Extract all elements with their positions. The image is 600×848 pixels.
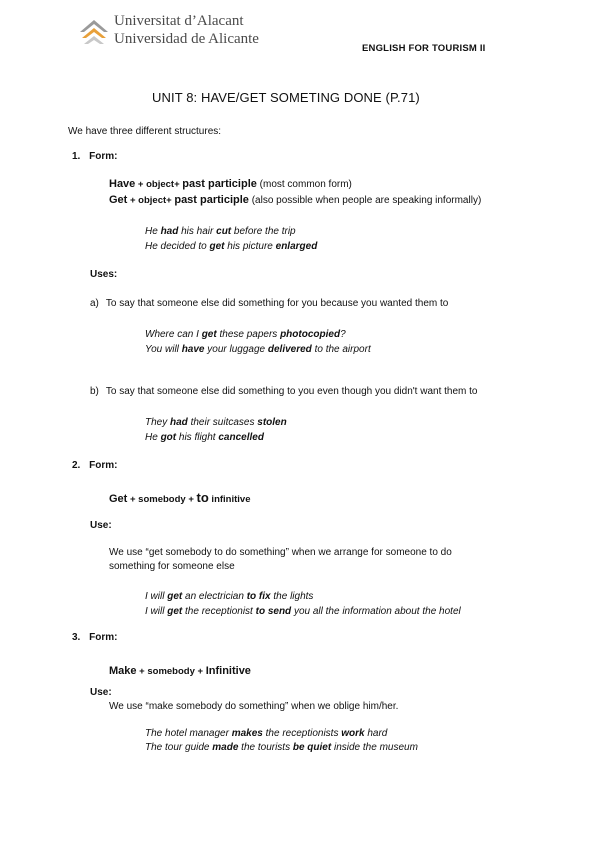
- university-logo: [78, 14, 258, 50]
- example-sentence: I will get the receptionist to send you all the information about the hotel: [145, 606, 461, 617]
- uses-label: Uses:: [90, 269, 118, 280]
- example-sentence: He got his flight cancelled: [145, 432, 264, 443]
- use-label: Use:: [90, 687, 112, 698]
- form-label: Form:: [89, 460, 118, 471]
- use-b: b) To say that someone else did something to you even though you didn't want them to: [90, 386, 478, 397]
- section-number: 1.: [72, 151, 81, 162]
- structure-get: Get + object+ past participle (also possible when people are speaking informally): [109, 194, 482, 206]
- example-sentence: They had their suitcases stolen: [145, 417, 287, 428]
- course-name: ENGLISH FOR TOURISM II: [362, 43, 486, 54]
- example-sentence: I will get an electrician to fix the lights: [145, 591, 314, 602]
- example-sentence: You will have your luggage delivered to the airport: [145, 344, 371, 355]
- example-sentence: Where can I get these papers photocopied?: [145, 329, 346, 340]
- university-logo-icon: [78, 16, 110, 46]
- form-label: Form:: [89, 151, 118, 162]
- example-sentence: He decided to get his picture enlarged: [145, 241, 318, 252]
- logo-line-2: Universidad de Alicante: [114, 31, 259, 47]
- use-label: Use:: [90, 520, 112, 531]
- form-label: Form:: [89, 632, 118, 643]
- structure-make-somebody: Make + somebody + Infinitive: [109, 665, 251, 677]
- page-title: UNIT 8: HAVE/GET SOMETING DONE (P.71): [152, 90, 420, 105]
- intro-text: We have three different structures:: [68, 126, 222, 137]
- example-sentence: The hotel manager makes the receptionists work hard: [145, 728, 388, 739]
- section-1-heading: [72, 151, 117, 162]
- use-description: We use “get somebody to do something” when we arrange for someone to do: [109, 547, 452, 558]
- structure-get-somebody-to: Get + somebody + to infinitive: [109, 490, 251, 505]
- section-number: 2.: [72, 460, 81, 471]
- logo-line-1: Universitat d’Alacant: [114, 13, 244, 29]
- use-description: something for someone else: [109, 561, 235, 572]
- section-number: 3.: [72, 632, 81, 643]
- example-sentence: He had his hair cut before the trip: [145, 226, 296, 237]
- structure-have: Have + object+ past participle (most common form): [109, 178, 352, 190]
- use-a: a) To say that someone else did something for you because you wanted them to: [90, 298, 449, 309]
- section-2-heading: [72, 460, 117, 471]
- section-3-heading: [72, 632, 117, 643]
- use-description: We use “make somebody do something” when we oblige him/her.: [109, 701, 399, 712]
- example-sentence: The tour guide made the tourists be quiet inside the museum: [145, 742, 418, 753]
